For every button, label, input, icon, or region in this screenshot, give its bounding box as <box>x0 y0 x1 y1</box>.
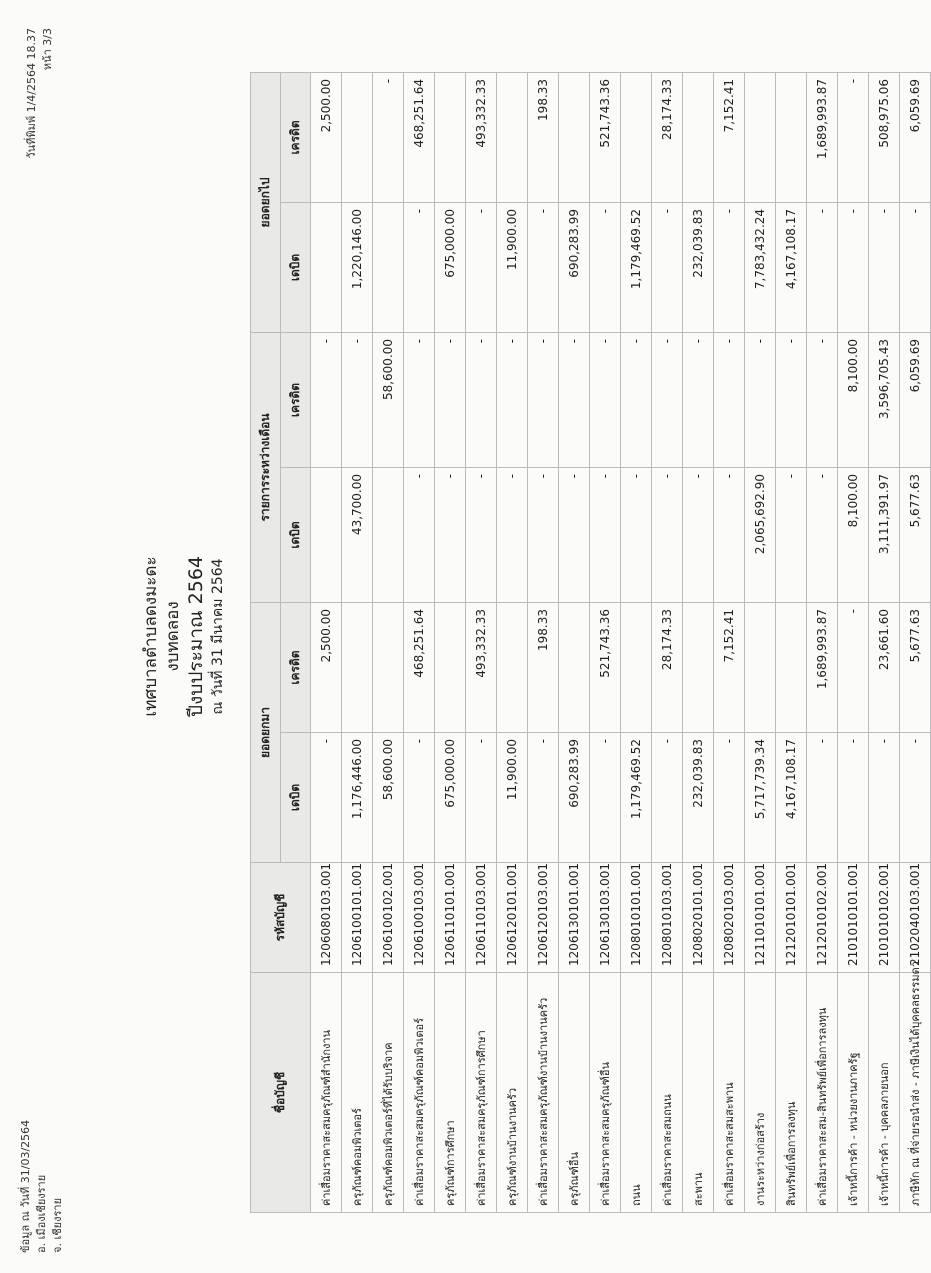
cell-account-code: 1212010102.001 <box>807 863 838 973</box>
cell-month-credit: 6,059.69 <box>900 332 931 467</box>
cell-month-credit: - <box>404 332 435 467</box>
cell-month-credit: - <box>559 332 590 467</box>
cell-month-debit: 5,677.63 <box>900 467 931 602</box>
table-row <box>311 72 342 1212</box>
table-row <box>683 72 714 1212</box>
cell-month-debit: - <box>404 467 435 602</box>
table-row <box>590 72 621 1212</box>
cell-month-credit: - <box>714 332 745 467</box>
cell-cf-credit: 1,689,993.87 <box>807 72 838 202</box>
cell-account-code: 2102040103.001 <box>900 863 931 973</box>
col-cf-debit: เดบิต <box>281 202 311 332</box>
cell-month-credit: - <box>621 332 652 467</box>
cell-account-name: สะพาน <box>683 973 714 1213</box>
cell-cf-debit: 1,220,146.00 <box>342 202 373 332</box>
col-account-name: ชื่อบัญชี <box>251 973 311 1213</box>
cell-account-name: ครุภัณฑ์งานบ้านงานครัว <box>497 973 528 1213</box>
cell-opening-credit: 7,152.41 <box>714 602 745 732</box>
cell-cf-credit <box>683 72 714 202</box>
cell-opening-credit: - <box>838 602 869 732</box>
table-row <box>435 72 466 1212</box>
cell-month-debit: - <box>435 467 466 602</box>
table-row <box>776 72 807 1212</box>
cell-opening-credit <box>342 602 373 732</box>
cell-opening-debit: - <box>838 733 869 863</box>
report-meta-right <box>24 28 56 159</box>
cell-opening-credit: 198.33 <box>528 602 559 732</box>
cell-opening-credit: 23,661.60 <box>869 602 900 732</box>
table-row <box>900 72 931 1212</box>
cell-cf-debit: - <box>466 202 497 332</box>
cell-month-debit <box>373 467 404 602</box>
table-row <box>652 72 683 1212</box>
cell-month-debit: - <box>528 467 559 602</box>
as-of-date: ณ วันที่ 31 มีนาคม 2564 <box>209 558 226 715</box>
cell-cf-debit: 4,167,108.17 <box>776 202 807 332</box>
cell-month-debit: 43,700.00 <box>342 467 373 602</box>
district-line: อ. เมืองเชียงราย <box>35 1174 48 1253</box>
cell-cf-credit: 2,500.00 <box>311 72 342 202</box>
cell-cf-debit: 7,783,432.24 <box>745 202 776 332</box>
cell-opening-credit: 468,251.64 <box>404 602 435 732</box>
cell-month-credit: - <box>497 332 528 467</box>
cell-account-code: 1208010101.001 <box>621 863 652 973</box>
cell-cf-credit: 493,332.33 <box>466 72 497 202</box>
cell-opening-credit: 28,174.33 <box>652 602 683 732</box>
cell-cf-debit: - <box>807 202 838 332</box>
cell-month-debit: - <box>652 467 683 602</box>
trial-balance-table <box>250 72 931 1213</box>
ledger-body <box>311 72 931 1212</box>
cell-cf-credit <box>497 72 528 202</box>
cell-account-code: 1206120103.001 <box>528 863 559 973</box>
col-opening-debit: เดบิต <box>281 733 311 863</box>
table-row <box>373 72 404 1212</box>
cell-month-debit: - <box>466 467 497 602</box>
table-row <box>404 72 435 1212</box>
cell-cf-debit <box>311 202 342 332</box>
cell-month-credit: - <box>342 332 373 467</box>
col-month-credit: เครดิต <box>281 332 311 467</box>
cell-opening-debit: - <box>528 733 559 863</box>
cell-opening-debit: - <box>466 733 497 863</box>
cell-month-debit: - <box>559 467 590 602</box>
cell-month-credit: - <box>745 332 776 467</box>
report-meta-left <box>18 1120 66 1253</box>
cell-opening-credit <box>683 602 714 732</box>
cell-account-name: ครุภัณฑ์คอมพิวเตอร์ที่ได้รับบริจาค <box>373 973 404 1213</box>
cell-cf-debit: - <box>900 202 931 332</box>
cell-cf-debit: 690,283.99 <box>559 202 590 332</box>
cell-opening-credit: 5,677.63 <box>900 602 931 732</box>
col-opening: ยอดยกมา <box>251 602 281 862</box>
cell-cf-credit: 7,152.41 <box>714 72 745 202</box>
cell-account-code: 1206130103.001 <box>590 863 621 973</box>
cell-month-credit: - <box>683 332 714 467</box>
table-row <box>807 72 838 1212</box>
cell-month-debit: 2,065,692.90 <box>745 467 776 602</box>
cell-opening-debit: 675,000.00 <box>435 733 466 863</box>
cell-month-credit: - <box>311 332 342 467</box>
cell-account-code: 1208020103.001 <box>714 863 745 973</box>
cell-opening-debit: - <box>714 733 745 863</box>
province-line: จ. เชียงราย <box>51 1197 64 1253</box>
cell-account-name: เจ้าหนี้การค้า - หน่วยงานภาครัฐ <box>838 973 869 1213</box>
cell-opening-credit <box>373 602 404 732</box>
cell-opening-debit: - <box>652 733 683 863</box>
cell-month-credit: 8,100.00 <box>838 332 869 467</box>
cell-opening-credit <box>559 602 590 732</box>
cell-account-name: ค่าเสื่อมราคาสะสมสะพาน <box>714 973 745 1213</box>
data-as-of-line: ข้อมูล ณ วันที่ 31/03/2564 <box>19 1119 32 1253</box>
print-date-line: วันที่พิมพ์ 1/4/2564 18.37 <box>25 28 38 159</box>
cell-account-name: เจ้าหนี้การค้า - บุคคลภายนอก <box>869 973 900 1213</box>
cell-opening-credit: 493,332.33 <box>466 602 497 732</box>
cell-opening-credit <box>497 602 528 732</box>
report-name: งบทดลอง <box>163 601 184 672</box>
cell-month-debit: - <box>683 467 714 602</box>
cell-month-credit: - <box>528 332 559 467</box>
cell-account-name: ครุภัณฑ์คอมพิวเตอร์ <box>342 973 373 1213</box>
cell-opening-debit: - <box>900 733 931 863</box>
cell-month-credit: 3,596,705.43 <box>869 332 900 467</box>
cell-opening-credit <box>435 602 466 732</box>
cell-cf-credit <box>776 72 807 202</box>
cell-cf-credit <box>745 72 776 202</box>
cell-cf-debit: - <box>838 202 869 332</box>
cell-account-code: 1212010101.001 <box>776 863 807 973</box>
table-row <box>342 72 373 1212</box>
table-row <box>528 72 559 1212</box>
table-row <box>714 72 745 1212</box>
cell-account-name: ครุภัณฑ์การศึกษา <box>435 973 466 1213</box>
cell-opening-debit: 5,717,739.34 <box>745 733 776 863</box>
cell-opening-credit: 1,689,993.87 <box>807 602 838 732</box>
cell-cf-credit <box>435 72 466 202</box>
cell-opening-debit: 58,600.00 <box>373 733 404 863</box>
col-cf-credit: เครดิต <box>281 72 311 202</box>
cell-account-code: 1206110101.001 <box>435 863 466 973</box>
cell-opening-debit: - <box>807 733 838 863</box>
cell-account-code: 1206100103.001 <box>404 863 435 973</box>
cell-opening-debit: - <box>404 733 435 863</box>
cell-opening-credit <box>745 602 776 732</box>
cell-account-name: ค่าเสื่อมราคาสะสม-สินทรัพย์เพื่อการลงทุน <box>807 973 838 1213</box>
cell-account-name: งานระหว่างก่อสร้าง <box>745 973 776 1213</box>
cell-account-code: 1206130101.001 <box>559 863 590 973</box>
cell-opening-debit: - <box>869 733 900 863</box>
cell-account-name: ค่าเสื่อมราคาสะสมครุภัณฑ์งานบ้านงานครัว <box>528 973 559 1213</box>
cell-account-name: ค่าเสื่อมราคาสะสมถนน <box>652 973 683 1213</box>
cell-month-debit: - <box>621 467 652 602</box>
fiscal-year: ปีงบประมาณ 2564 <box>185 555 208 718</box>
cell-month-debit <box>311 467 342 602</box>
cell-month-debit: - <box>807 467 838 602</box>
cell-cf-credit: 521,743.36 <box>590 72 621 202</box>
cell-account-code: 1208010103.001 <box>652 863 683 973</box>
cell-month-debit: - <box>714 467 745 602</box>
cell-cf-debit: - <box>714 202 745 332</box>
cell-cf-credit <box>559 72 590 202</box>
cell-cf-credit: 28,174.33 <box>652 72 683 202</box>
table-row <box>621 72 652 1212</box>
cell-month-debit: - <box>590 467 621 602</box>
cell-cf-debit: 11,900.00 <box>497 202 528 332</box>
col-opening-credit: เครดิต <box>281 602 311 732</box>
cell-account-code: 1206110103.001 <box>466 863 497 973</box>
cell-opening-debit: 11,900.00 <box>497 733 528 863</box>
table-row <box>838 72 869 1212</box>
cell-cf-debit: - <box>528 202 559 332</box>
cell-account-name: ภาษีหัก ณ ที่จ่ายรอนำส่ง - ภาษีเงินได้บุคคลธรรมดา <box>900 973 931 1213</box>
cell-opening-debit: 232,039.83 <box>683 733 714 863</box>
cell-opening-credit <box>621 602 652 732</box>
cell-account-name: ค่าเสื่อมราคาสะสมครุภัณฑ์อื่น <box>590 973 621 1213</box>
cell-month-debit: - <box>776 467 807 602</box>
col-during-month: รายการระหว่างเดือน <box>251 332 281 602</box>
cell-cf-credit <box>621 72 652 202</box>
cell-cf-credit: 6,059.69 <box>900 72 931 202</box>
cell-cf-debit: - <box>404 202 435 332</box>
cell-opening-debit: 1,179,469.52 <box>621 733 652 863</box>
cell-month-credit: - <box>590 332 621 467</box>
col-account-code: รหัสบัญชี <box>251 863 311 973</box>
cell-account-name: ค่าเสื่อมราคาสะสมครุภัณฑ์สำนักงาน <box>311 973 342 1213</box>
cell-cf-credit: 508,975.06 <box>869 72 900 202</box>
cell-account-code: 1206080103.001 <box>311 863 342 973</box>
cell-account-code: 1206100101.001 <box>342 863 373 973</box>
cell-cf-credit: 198.33 <box>528 72 559 202</box>
cell-opening-credit <box>776 602 807 732</box>
organization-name: เทศบาลตำบลดงมะดะ <box>141 556 161 717</box>
cell-month-debit: - <box>497 467 528 602</box>
header-row-1 <box>251 72 281 1212</box>
page-number: หน้า 3/3 <box>41 28 54 71</box>
cell-month-debit: 8,100.00 <box>838 467 869 602</box>
cell-cf-debit <box>373 202 404 332</box>
cell-month-credit: - <box>466 332 497 467</box>
cell-month-credit: - <box>435 332 466 467</box>
table-row <box>745 72 776 1212</box>
cell-opening-debit: 4,167,108.17 <box>776 733 807 863</box>
report-title-block <box>140 0 227 1273</box>
table-row <box>559 72 590 1212</box>
cell-cf-credit: 468,251.64 <box>404 72 435 202</box>
cell-cf-debit: 232,039.83 <box>683 202 714 332</box>
cell-account-code: 2101010102.001 <box>869 863 900 973</box>
cell-month-credit: - <box>807 332 838 467</box>
cell-account-code: 1206120101.001 <box>497 863 528 973</box>
cell-opening-credit: 2,500.00 <box>311 602 342 732</box>
cell-cf-debit: - <box>652 202 683 332</box>
col-carried-forward: ยอดยกไป <box>251 72 281 332</box>
cell-account-name: ครุภัณฑ์อื่น <box>559 973 590 1213</box>
cell-cf-debit: - <box>869 202 900 332</box>
cell-cf-debit: - <box>590 202 621 332</box>
cell-account-code: 1211010101.001 <box>745 863 776 973</box>
cell-opening-debit: 1,176,446.00 <box>342 733 373 863</box>
cell-account-name: ถนน <box>621 973 652 1213</box>
cell-cf-credit: - <box>838 72 869 202</box>
cell-month-debit: 3,111,391.97 <box>869 467 900 602</box>
cell-account-code: 2101010101.001 <box>838 863 869 973</box>
table-row <box>466 72 497 1212</box>
cell-month-credit: 58,600.00 <box>373 332 404 467</box>
cell-opening-debit: 690,283.99 <box>559 733 590 863</box>
cell-cf-debit: 675,000.00 <box>435 202 466 332</box>
cell-cf-credit <box>342 72 373 202</box>
cell-account-name: สินทรัพย์เพื่อการลงทุน <box>776 973 807 1213</box>
cell-opening-debit: - <box>311 733 342 863</box>
cell-account-code: 1208020101.001 <box>683 863 714 973</box>
col-month-debit: เดบิต <box>281 467 311 602</box>
cell-cf-debit: 1,179,469.52 <box>621 202 652 332</box>
cell-month-credit: - <box>652 332 683 467</box>
cell-account-name: ค่าเสื่อมราคาสะสมครุภัณฑ์การศึกษา <box>466 973 497 1213</box>
table-row <box>497 72 528 1212</box>
cell-opening-credit: 521,743.36 <box>590 602 621 732</box>
cell-account-name: ค่าเสื่อมราคาสะสมครุภัณฑ์คอมพิวเตอร์ <box>404 973 435 1213</box>
cell-account-code: 1206100102.001 <box>373 863 404 973</box>
table-row <box>869 72 900 1212</box>
cell-cf-credit: - <box>373 72 404 202</box>
cell-month-credit: - <box>776 332 807 467</box>
cell-opening-debit: - <box>590 733 621 863</box>
